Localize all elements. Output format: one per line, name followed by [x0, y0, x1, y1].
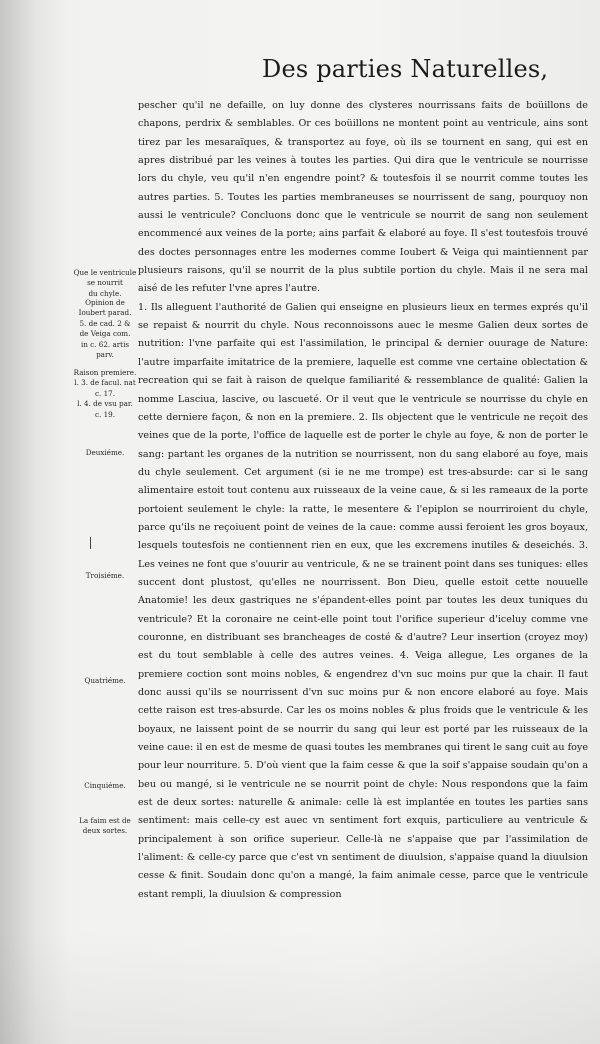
page-bottom-margin [0, 930, 600, 1044]
margin-note-quatrieme: Quatriéme. [84, 676, 126, 685]
margin-note-cinquieme: Cinquiéme. [84, 781, 126, 790]
margin-note-deuxieme: Deuxiéme. [85, 448, 125, 457]
margin-note-chyle: Que le ventricule se nourrit du chyle. [73, 268, 137, 298]
margin-note-troisieme: Troisiéme. [85, 571, 125, 580]
body-text [138, 97, 588, 904]
margin-note-opinion: Opinion de Ioubert parad. 5. de cad. 2 & de Veiga com. in c. 62. artis parv. [78, 298, 132, 360]
margin-note-raison-premiere: Raison premiere. l. 3. de facul. nat c. 17. l. 4. de vsu par. c. 19. [73, 368, 137, 419]
margin-note-faim: La faim est de deux sortes. [79, 816, 131, 836]
page-gutter-shadow [0, 0, 70, 1044]
caret-mark [90, 537, 91, 549]
paragraph: 1. Ils alleguent l'authorité de Galien qui enseigne en plusieurs lieux en termes exprés qu'il se repaist & nourrit du chyle. Nous reconnoissons auec le mesme Galien deux sortes de nutrition: l'vne parfaite qui est l'assimilation, le principal & dernier ouurage de Nature: l'autre imparfaite imitatrice de la premiere, laquelle est comme vne certaine oblectation & recreation qui se fait à raison de quelque familiarité & ressemblance de qualité: Galien la nomme Lasciua, lascive, ou lascueté. Or il veut que le ventricule se nourrisse du chyle en cette derniere façon, & non en la premiere. 2. Ils objectent que le ventricule ne reçoit des veines que de la porte, l'office de laquelle est de porter le chyle au foye, & non de porter le sang: partant les organes de la nutrition se nourrissent, non du sang elaboré au foye, mais du chyle seulement. Cet argument (si ie ne me trompe) est tres-absurde: car si le sang alimentaire estoit tout contenu aux ruisseaux de la veine caue, & si les rameaux de la porte portoient seulement le chyle: la ratte, le mesentere & l'epiplon se nourriroient du chyle, parce qu'ils ne reçoiuent point de veines de la caue: comme aussi feroient les gros boyaux, lesquels toutesfois ne contiennent rien en eux, que les excremens inutiles & deseichés. 3. Les veines ne font que s'ouurir au ventricule, & ne se trainent point dans ses tuniques: elles succent dont plustost, qu'elles ne nourrissent. Bon Dieu, quelle estoit cette nouuelle Anatomie! les deux gastriques ne s'épandent-elles point par toutes les deux tuniques du ventricule? Et la coronaire ne ceint-elle point tout l'orifice superieur d'iceluy comme vne couronne, en distribuant ses brancheages de costé & d'autre? Leur insertion (croyez moy) est du tout semblable à celle des autres veines. 4. Veiga allegue, Les organes de la premiere coction sont moins nobles, & engendrez d'vn suc moins pur que la chair. Il faut donc aussi qu'ils se nourrissent d'vn suc moins pur & non encore elaboré au foye. Mais cette raison est tres-absurde. Car les os moins nobles & plus froids que le ventricule & les boyaux, ne laissent point de se nourrir du sang qui leur est porté par les ruisseaux de la veine caue: il en est de mesme de quasi toutes les membranes qui tirent le sang cuit au foye pour leur nourriture. 5. D'où vient que la faim cesse & que la soif s'appaise soudain qu'on a beu ou mangé, si le ventricule ne se nourrit point de chyle: Nous respondons que la faim est de deux sortes: naturelle & animale: celle là est implantée en toutes les parties sans sentiment: mais celle-cy est auec vn sentiment fort exquis, particuliere au ventricule & principalement à son orifice superieur. Celle-là ne s'appaise que par l'assimilation de l'aliment: & celle-cy parce que c'est vn sentiment de diuulsion, s'appaise quand la diuulsion cesse & finit. Soudain donc qu'on a mangé, la faim animale cesse, parce que le ventricule estant rempli, la diuulsion & compression [138, 301, 588, 900]
paragraph: pescher qu'il ne defaille, on luy donne des clysteres nourrissans faits de boüillons de chapons, perdrix & semblables. Or ces boüillons ne montent point au ventricule, ains sont tirez par les mesaraïques, & transportez au foye, où ils se tournent en sang, qui est en apres distribué par les veines à toutes les parties. Qui dira que le ventricule se nourrisse lors du chyle, veu qu'il n'en engendre point? & toutesfois il se nourrit comme toutes les autres parties. 5. Toutes les parties membraneuses se nourrissent de sang, pourquoy non aussi le ventricule? Concluons donc que le ventricule se nourrit de sang non seulement encommencé aux veines de la porte; ains parfait & elaboré au foye. Il s'est toutesfois trouvé des doctes personnages entre les modernes comme Ioubert & Veiga qui maintiennent par plusieurs raisons, qu'il se nourrit de la plus subtile portion du chyle. Mais il ne sera mal aisé de les refuter l'vne apres l'autre. [138, 100, 588, 295]
running-header: Des parties Naturelles, [262, 55, 549, 83]
